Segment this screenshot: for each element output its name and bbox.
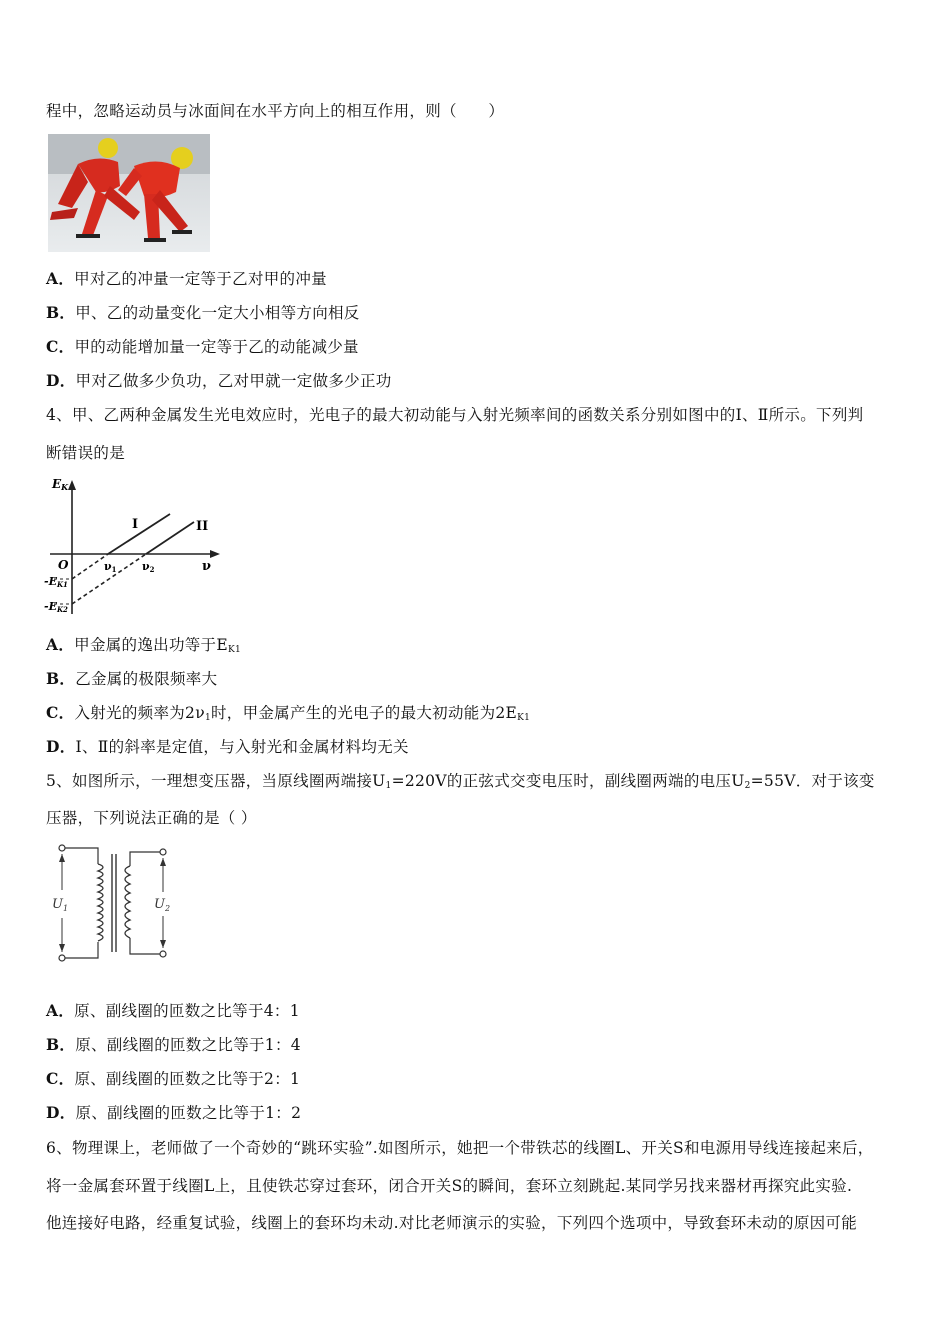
- q5-stem-line1: 5、如图所示，一理想变压器，当原线圈两端接$U_1=220V$的正弦式交变电压时，副线圈两端的电压$U_2=55V$．对于该变: [46, 772, 875, 791]
- secondary-coil: [125, 866, 130, 938]
- line-I-extension: [72, 554, 108, 579]
- q5-option-b: B．原、副线圈的匝数之比等于1：4: [46, 1035, 301, 1054]
- q3-option-c: C．甲的动能增加量一定等于乙的动能减少量: [46, 337, 359, 356]
- u2-label: $U_2$: [154, 897, 171, 913]
- intro-line: 程中，忽略运动员与冰面间在水平方向上的相互作用，则（ ）: [46, 102, 505, 120]
- primary-coil: [98, 864, 103, 941]
- y-axis-label: EK: [52, 477, 69, 492]
- q3-option-a: A．甲对乙的冲量一定等于乙对甲的冲量: [46, 269, 327, 288]
- q4-photoelectric-graph: [44, 474, 224, 616]
- q6-stem-line2: 将一金属套环置于线圈L上，且使铁芯穿过套环，闭合开关S的瞬间，套环立刻跳起.某同学另找来器材再探究此实验.: [46, 1177, 853, 1195]
- q5-option-d: D．原、副线圈的匝数之比等于1：2: [46, 1103, 302, 1122]
- primary-terminal-top: [59, 845, 65, 851]
- line-I-label: I: [132, 517, 139, 532]
- v2-label: ν2: [142, 560, 155, 574]
- u1-label: $U_1$: [52, 897, 69, 913]
- q5-stem-line2: 压器，下列说法正确的是（ ）: [46, 809, 257, 827]
- q6-stem-line3: 他连接好电路，经重复试验，线圈上的套环均未动.对比老师演示的实验，下列四个选项中，导致套环未动的原因可能: [46, 1214, 858, 1232]
- q4-stem-line2: 断错误的是: [46, 444, 126, 462]
- q3-option-d: D．甲对乙做多少负功，乙对甲就一定做多少正功: [46, 371, 392, 390]
- x-axis-label: ν: [202, 559, 212, 574]
- secondary-terminal-top: [160, 849, 166, 855]
- x-axis-arrow: [210, 550, 220, 558]
- ek2-label: -EK2: [44, 600, 68, 614]
- v1-label: ν1: [104, 560, 117, 574]
- q4-option-b: B．乙金属的极限频率大: [46, 669, 218, 688]
- secondary-terminal-bottom: [160, 951, 166, 957]
- ek1-label: -EK1: [44, 575, 68, 589]
- line-I: [108, 514, 170, 554]
- line-II: [146, 522, 194, 554]
- q4-option-d: D．Ⅰ、Ⅱ的斜率是定值，与入射光和金属材料均无关: [46, 737, 409, 756]
- primary-terminal-bottom: [59, 955, 65, 961]
- q4-option-c: C．入射光的频率为$2\nu_1$时，甲金属产生的光电子的最大初动能为$2E_{K1}$: [46, 703, 531, 723]
- q5-option-c: C．原、副线圈的匝数之比等于2：1: [46, 1069, 301, 1088]
- q3-option-b: B．甲、乙的动量变化一定大小相等方向相反: [46, 303, 360, 322]
- q6-stem-line1: 6、物理课上，老师做了一个奇妙的“跳环实验”.如图所示，她把一个带铁芯的线圈L、开关S和电源用导线连接起来后，: [46, 1139, 874, 1157]
- q5-option-a: A．原、副线圈的匝数之比等于4：1: [46, 1001, 300, 1020]
- line-II-label: II: [196, 519, 209, 534]
- q5-transformer-diagram: [46, 840, 178, 966]
- speed-skaters-image: [48, 134, 210, 252]
- origin-label: O: [58, 558, 69, 572]
- q4-stem-line1: 4、甲、乙两种金属发生光电效应时，光电子的最大初动能与入射光频率间的函数关系分别如图中的Ⅰ、Ⅱ所示。下列判: [46, 406, 864, 424]
- q4-option-a: A．甲金属的逸出功等于$E_{K1}$: [46, 635, 242, 655]
- y-axis-arrow: [68, 480, 76, 490]
